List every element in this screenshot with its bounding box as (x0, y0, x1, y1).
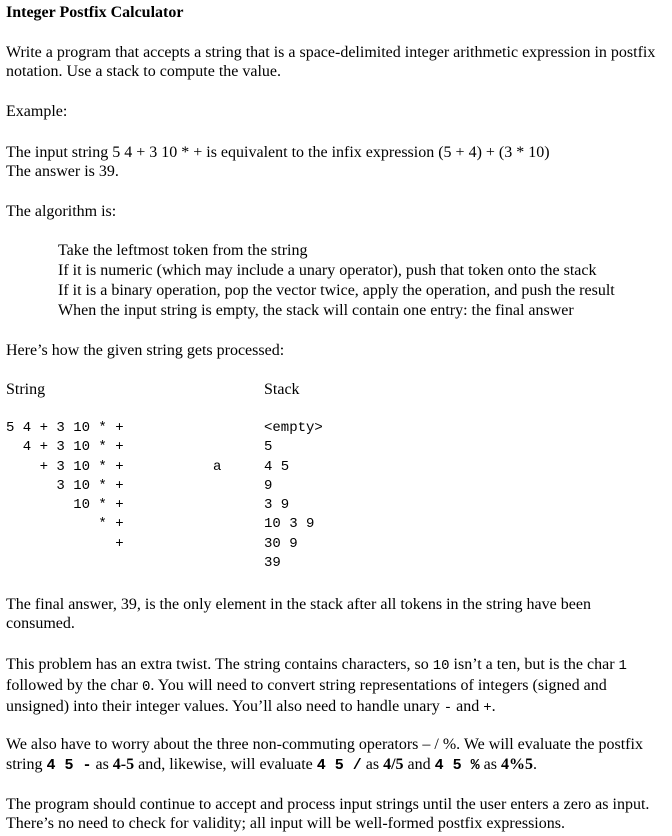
code-minus: - (443, 700, 453, 716)
table-string-cell: 4 + 3 10 * + (6, 439, 124, 455)
example-label: Example: (6, 103, 68, 120)
table-stack-cell: <empty> (264, 420, 323, 436)
code-ten: 10 (432, 658, 450, 674)
algorithm-step: Take the leftmost token from the string (58, 242, 308, 259)
page-title: Integer Postfix Calculator (6, 4, 184, 21)
process-label: Here’s how the given string gets processed: (6, 342, 285, 359)
algorithm-step: If it is numeric (which may include a unary operator), push that token onto the stack (58, 262, 597, 279)
code-plus: + (483, 700, 492, 716)
column-header-string: String (6, 381, 46, 398)
table-stack-cell: 10 3 9 (264, 516, 315, 532)
expr-4-mod-5: 4%5 (500, 756, 533, 773)
expr-4-div-5: 4/5 (383, 756, 404, 773)
table-string-cell: + (6, 536, 124, 552)
algorithm-label: The algorithm is: (6, 203, 117, 220)
table-string-cell: + 3 10 * + (6, 459, 124, 475)
table-stack-cell: 39 (264, 555, 281, 571)
table-string-cell: 5 4 + 3 10 * + (6, 420, 124, 436)
table-string-cell: 3 10 * + (6, 478, 124, 494)
code-one: 1 (618, 658, 627, 674)
algorithm-step: If it is a binary operation, pop the vector twice, apply the operation, and push the result (58, 282, 615, 299)
intro-paragraph: Write a program that accepts a string that is a space-delimited integer arithmetic expression in postfix notation. Use a stack to compute the value. (6, 44, 656, 80)
twist-paragraph: This problem has an extra twist. The string contains characters, so 10 isn’t a ten, but is the char 1 followed by the char 0. You will need to convert string representations of integers (signed and unsigned) into their integer values. You’ll also need to handle unary - and +. (6, 656, 627, 716)
algorithm-step: When the input string is empty, the stack will contain one entry: the final answer (58, 302, 574, 319)
expr-4-5-minus: 4 5 - (46, 757, 92, 774)
table-stack-cell: 30 9 (264, 536, 298, 552)
closing-paragraph: The program should continue to accept and process input strings until the user enters a zero as input. There’s no need to check for validity; all input will be well-formed postfix expressions. (6, 796, 650, 832)
table-stack-cell: 4 5 (264, 459, 290, 475)
example-line-2: The answer is 39. (6, 163, 119, 180)
expr-4-minus-5: 4-5 (112, 756, 135, 773)
column-header-stack: Stack (264, 381, 300, 398)
expr-4-5-div: 4 5 / (316, 757, 362, 774)
table-stack-cell: 3 9 (264, 497, 290, 513)
final-answer-paragraph: The final answer, 39, is the only element in the stack after all tokens in the string have been consumed. (6, 596, 591, 632)
code-zero: 0 (141, 679, 151, 695)
table-string-cell: 10 * + (6, 497, 124, 513)
table-stack-cell: 5 (264, 439, 273, 455)
example-line-1: The input string 5 4 + 3 10 * + is equivalent to the infix expression (5 + 4) + (3 * 10) (6, 144, 550, 161)
operators-paragraph: We also have to worry about the three non-commuting operators – / %. We will evaluate the postfix string 4 5 - as 4-5 and, likewise, will evaluate 4 5 / as 4/5 and 4 5 % as 4%5. (6, 736, 643, 774)
stray-char: a (213, 459, 222, 475)
table-stack-cell: 9 (264, 478, 273, 494)
table-string-cell: * + (6, 516, 124, 532)
expr-4-5-mod: 4 5 % (434, 757, 480, 774)
